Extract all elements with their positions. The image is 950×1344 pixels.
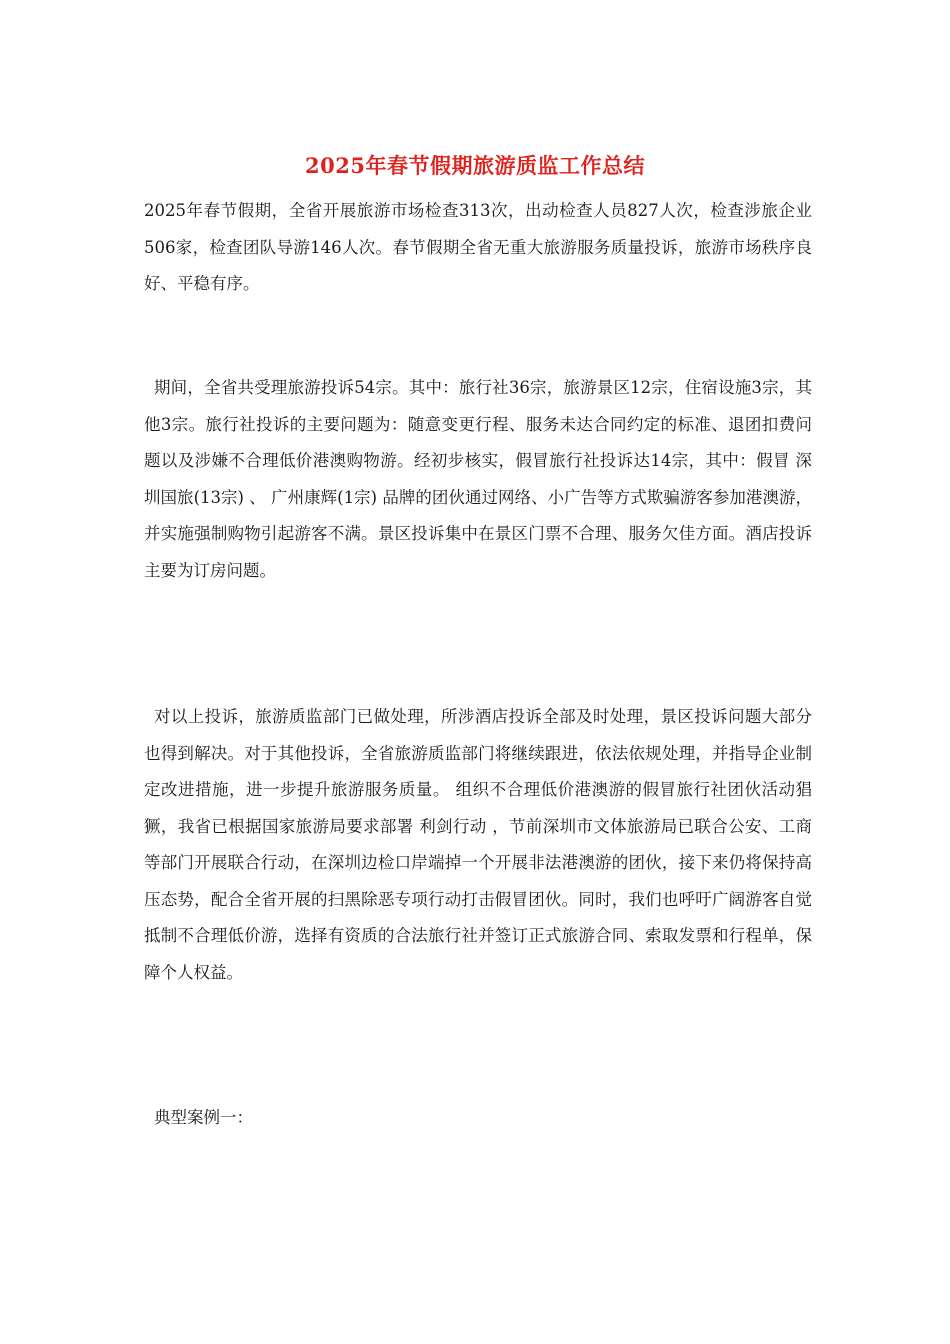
paragraph-case-heading: 典型案例一： xyxy=(154,1108,253,1127)
document-title: 2025年春节假期旅游质监工作总结 xyxy=(305,153,645,178)
paragraph-handling: 对以上投诉，旅游质监部门已做处理，所涉酒店投诉全部及时处理，景区投诉问题大部分也得到解决。对于其他投诉，全省旅游质监部门将继续跟进，依法依规处理，并指导企业制定改进措施，进一步提升旅游服务质量。 组织不合理低价港澳游的假冒旅行社团伙活动猖獗，我省已根据国家旅游局要求部署 利剑行动 ，节前深圳市文体旅游局已联合公安、工商等部门开展联合行动，在深圳边检口岸端掉一个开展非法港澳游的团伙，接下来仍将保持高压态势，配合全省开展的扫黑除恶专项行动打击假冒团伙。同时，我们也呼吁广阔游客自觉抵制不合理低价游，选择有资质的合法旅行社并签订正式旅游合同、索取发票和行程单，保障个人权益。 xyxy=(144,707,812,982)
paragraph-summary: 2025年春节假期，全省开展旅游市场检查313次，出动检查人员827人次，检查涉旅企业506家，检查团队导游146人次。春节假期全省无重大旅游服务质量投诉，旅游市场秩序良好、平稳有序。 xyxy=(144,201,812,293)
paragraph-complaints: 期间，全省共受理旅游投诉54宗。其中：旅行社36宗，旅游景区12宗，住宿设施3宗，其他3宗。旅行社投诉的主要问题为：随意变更行程、服务未达合同约定的标准、退团扣费问题以及涉嫌不合理低价港澳购物游。经初步核实，假冒旅行社投诉达14宗，其中：假冒 深圳国旅(13宗) 、 广州康辉(1宗) 品牌的团伙通过网络、小广告等方式欺骗游客参加港澳游，并实施强制购物引起游客不满。景区投诉集中在景区门票不合理、服务欠佳方面。酒店投诉主要为订房问题。 xyxy=(144,378,812,580)
